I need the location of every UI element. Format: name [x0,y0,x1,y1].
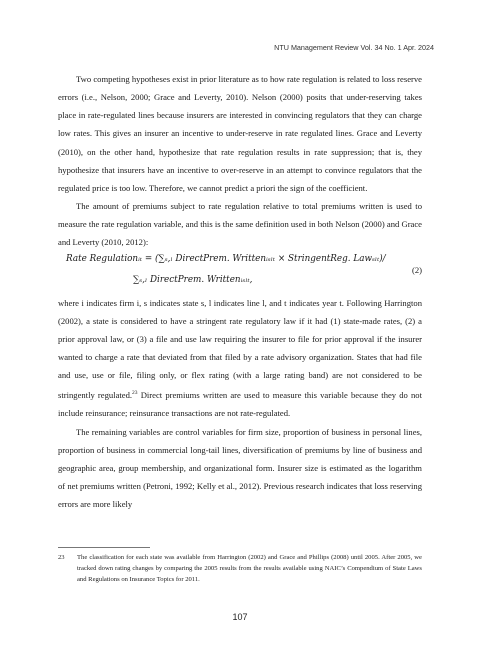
journal-issue: Vol. 34 No. 1 Apr. 2024 [360,43,434,52]
body-text [58,70,422,513]
page-number: 107 [232,612,248,622]
equation-line-1: Rate Regulationᵢₜ = (∑ₛ,ₗ DirectPrem. Writtenᵢₛₗₜ × StringentReg. Lawₛₗₜ)/ [66,253,386,264]
equation-line-2: ∑ₛ,ₗ DirectPrem. Writtenᵢₛₗₜ, [133,274,253,285]
paragraph-hypotheses: Two competing hypotheses exist in prior literature as to how rate regulation is related to loss reserve errors (i.e., Nelson, 2000; Grace and Leverty, 2010). Nelson (2000) posits that under-reserving takes place in rate-regulated lines because insurers are interested in convincing regulators that they can charge low rates. This gives an insurer an incentive to under-reserve in rate regulated lines. Grace and Leverty (2010), on the other hand, hypothesize that rate regulation results in rate suppression; that is, they hypothesize that insurers have an incentive to over-reserve in an attempt to convince regulators that the regulated price is too low. Therefore, we cannot predict a priori the sign of the coefficient. [58,74,422,193]
paragraph-rate-regulation-measure: The amount of premiums subject to rate regulation relative to total premiums written is used to measure the rate regulation variable, and this is the same definition used in both Nelson (2000) and Grace and Leverty (2010, 2012): [58,201,422,248]
paragraph-control-variables: The remaining variables are control variables for firm size, proportion of business in personal lines, proportion of business in commercial long-tail lines, diversification of premiums by line of business and geographic area, group membership, and organizational form. Insurer size is estimated as the logarithm of net premiums written (Petroni, 1992; Kelly et al., 2012). Previous research indicates that loss reserving errors are more likely [58,426,422,510]
definitions-text: where i indicates firm i, s indicates state s, l indicates line l, and t indicates year t. Following Harrington (2002), a state is considered to have a stringent rate regulatory law if it had (1) state-made rates, (2) a prior approval law, or (3) a file and use law requiring the insurer to file for prior approval if the insurer wanted to charge a rate that deviated from that filed by a rate advisory organization. States that had file and use, use or file, filing only, or flex rating (with a large rating band) are not considered to be stringently regulated. [58,297,422,401]
running-header [274,43,434,52]
footnote-number: 23 [58,554,65,561]
equation-number: (2) [411,264,422,275]
definitions-text-cont: Direct premiums written are used to measure this variable because they do not include reinsurance; reinsurance transactions are not rate-regulated. [58,390,422,419]
footnote-23 [58,552,422,586]
footnote-text: The classification for each state was available from Harrington (2002) and Grace and Phillips (2008) until 2005. After 2005, we tracked down rating changes by comparing the 2005 results from the results available using NAIC’s Compendium of State Laws and Regulations on Insurance Topics for 2011. [77,554,422,584]
journal-name: NTU Management Review [274,43,359,52]
footnote-ref[interactable]: 23 [132,390,138,397]
footnote-divider [58,547,150,548]
paragraph-definitions [58,294,422,423]
equation-2 [58,252,422,294]
